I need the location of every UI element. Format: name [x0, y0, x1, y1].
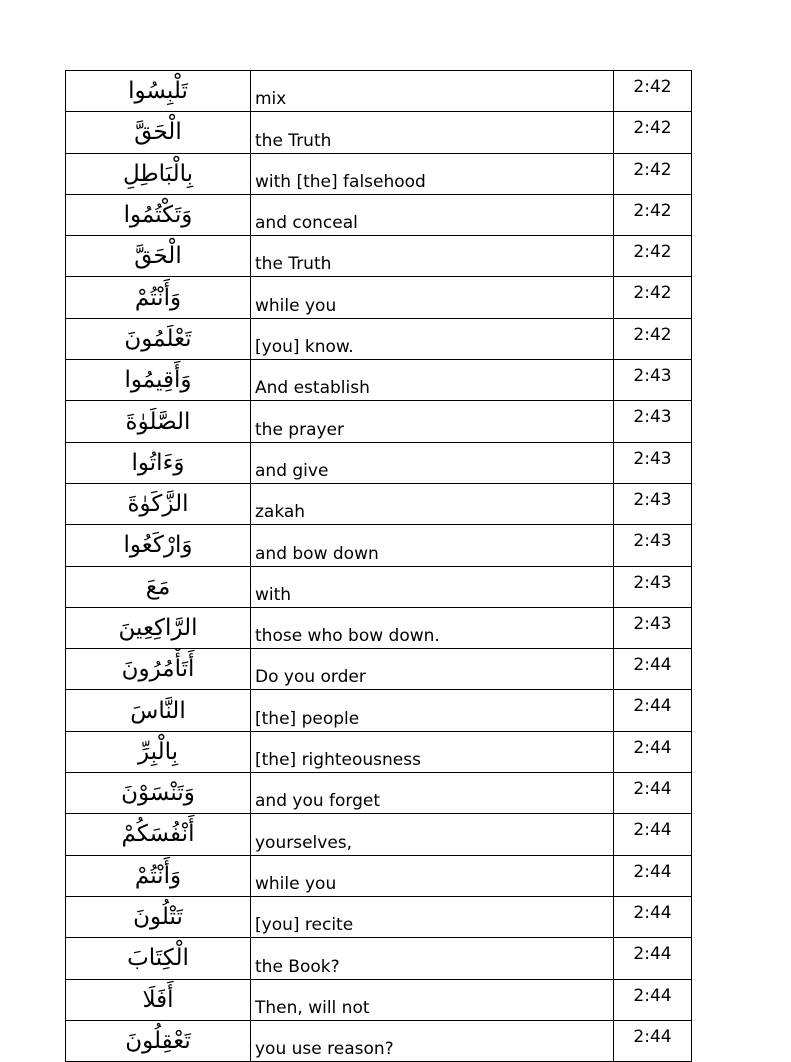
- verse-reference: 2:43: [614, 566, 692, 607]
- verse-reference: 2:44: [614, 814, 692, 855]
- table-row: [66, 896, 692, 937]
- verse-reference: 2:42: [614, 112, 692, 153]
- table-row: [66, 525, 692, 566]
- arabic-word: بِالْبِرِّ: [66, 731, 251, 772]
- english-meaning: you use reason?: [251, 1020, 614, 1061]
- verse-reference: 2:44: [614, 938, 692, 979]
- table-row: [66, 855, 692, 896]
- table-row: [66, 1020, 692, 1061]
- verse-reference: 2:44: [614, 649, 692, 690]
- table-row: [66, 153, 692, 194]
- english-meaning: with: [251, 566, 614, 607]
- english-meaning: while you: [251, 855, 614, 896]
- table-row: [66, 938, 692, 979]
- english-meaning: Do you order: [251, 649, 614, 690]
- verse-reference: 2:44: [614, 855, 692, 896]
- verse-reference: 2:43: [614, 607, 692, 648]
- table-row: [66, 236, 692, 277]
- verse-reference: 2:43: [614, 401, 692, 442]
- verse-reference: 2:44: [614, 896, 692, 937]
- table-row: [66, 442, 692, 483]
- english-meaning: those who bow down.: [251, 607, 614, 648]
- table-row: [66, 277, 692, 318]
- verse-reference: 2:44: [614, 773, 692, 814]
- arabic-word: وَءَاتُوا: [66, 442, 251, 483]
- table-row: [66, 483, 692, 524]
- arabic-word: وَأَقِيمُوا: [66, 360, 251, 401]
- english-meaning: [the] righteousness: [251, 731, 614, 772]
- arabic-word: أَنْفُسَكُمْ: [66, 814, 251, 855]
- verse-reference: 2:43: [614, 442, 692, 483]
- arabic-word: الْحَقَّ: [66, 112, 251, 153]
- table-row: [66, 690, 692, 731]
- english-meaning: the Truth: [251, 236, 614, 277]
- english-meaning: zakah: [251, 483, 614, 524]
- english-meaning: [you] recite: [251, 896, 614, 937]
- english-meaning: the Truth: [251, 112, 614, 153]
- arabic-word: النَّاسَ: [66, 690, 251, 731]
- table-row: [66, 731, 692, 772]
- arabic-word: الْحَقَّ: [66, 236, 251, 277]
- verse-reference: 2:43: [614, 525, 692, 566]
- english-meaning: [you] know.: [251, 318, 614, 359]
- arabic-word: مَعَ: [66, 566, 251, 607]
- arabic-word: الزَّكَوٰةَ: [66, 483, 251, 524]
- verse-reference: 2:42: [614, 318, 692, 359]
- english-meaning: and conceal: [251, 194, 614, 235]
- english-meaning: and bow down: [251, 525, 614, 566]
- table-row: [66, 194, 692, 235]
- english-meaning: and you forget: [251, 773, 614, 814]
- english-meaning: Then, will not: [251, 979, 614, 1020]
- arabic-word: وَأَنْتُمْ: [66, 855, 251, 896]
- table-row: [66, 112, 692, 153]
- english-meaning: [the] people: [251, 690, 614, 731]
- table-row: [66, 979, 692, 1020]
- english-meaning: And establish: [251, 360, 614, 401]
- arabic-word: تَتْلُونَ: [66, 896, 251, 937]
- table-row: [66, 566, 692, 607]
- table-row: [66, 401, 692, 442]
- arabic-word: بِالْبَاطِلِ: [66, 153, 251, 194]
- table-row: [66, 773, 692, 814]
- table-row: [66, 814, 692, 855]
- english-meaning: with [the] falsehood: [251, 153, 614, 194]
- verse-reference: 2:43: [614, 483, 692, 524]
- verse-reference: 2:43: [614, 360, 692, 401]
- verse-reference: 2:42: [614, 194, 692, 235]
- table-row: [66, 607, 692, 648]
- arabic-word: الصَّلَوٰةَ: [66, 401, 251, 442]
- verse-reference: 2:42: [614, 277, 692, 318]
- table-row: [66, 649, 692, 690]
- arabic-word: أَفَلَا: [66, 979, 251, 1020]
- verse-reference: 2:44: [614, 690, 692, 731]
- arabic-word: تَعْلَمُونَ: [66, 318, 251, 359]
- arabic-word: تَلْبِسُوا: [66, 71, 251, 112]
- vocabulary-table: [65, 70, 692, 1062]
- arabic-word: تَعْقِلُونَ: [66, 1020, 251, 1061]
- english-meaning: while you: [251, 277, 614, 318]
- table-row: [66, 360, 692, 401]
- arabic-word: وَارْكَعُوا: [66, 525, 251, 566]
- verse-reference: 2:42: [614, 153, 692, 194]
- english-meaning: the prayer: [251, 401, 614, 442]
- table-row: [66, 71, 692, 112]
- english-meaning: the Book?: [251, 938, 614, 979]
- english-meaning: mix: [251, 71, 614, 112]
- vocabulary-table-body: [66, 71, 692, 1062]
- verse-reference: 2:42: [614, 236, 692, 277]
- arabic-word: وَأَنْتُمْ: [66, 277, 251, 318]
- arabic-word: الْكِتَابَ: [66, 938, 251, 979]
- verse-reference: 2:44: [614, 1020, 692, 1061]
- english-meaning: and give: [251, 442, 614, 483]
- verse-reference: 2:44: [614, 731, 692, 772]
- verse-reference: 2:42: [614, 71, 692, 112]
- arabic-word: الرَّاكِعِينَ: [66, 607, 251, 648]
- arabic-word: أَتَأْمُرُونَ: [66, 649, 251, 690]
- arabic-word: وَتَنْسَوْنَ: [66, 773, 251, 814]
- verse-reference: 2:44: [614, 979, 692, 1020]
- table-row: [66, 318, 692, 359]
- english-meaning: yourselves,: [251, 814, 614, 855]
- arabic-word: وَتَكْتُمُوا: [66, 194, 251, 235]
